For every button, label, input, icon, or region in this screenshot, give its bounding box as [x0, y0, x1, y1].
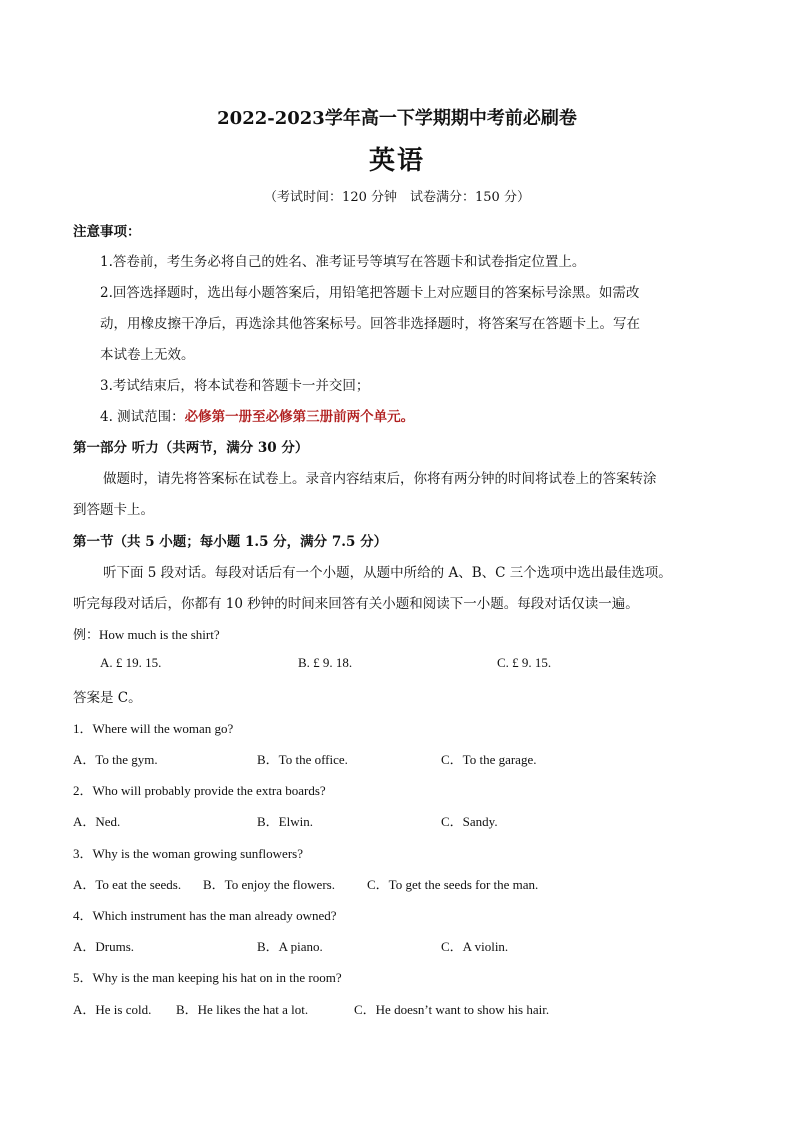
notice-item-2-line-2: 动，用橡皮擦干净后，再选涂其他答案标号。回答非选择题时，将答案写在答题卡上。写在 — [100, 316, 640, 332]
part-1-instruction-line-1: 做题时，请先将答案标在试卷上。录音内容结束后，你将有两分钟的时间将试卷上的答案转涂 — [103, 471, 657, 487]
question-1-option-c: C．To the garage. — [441, 752, 537, 767]
subject-title: 英语 — [368, 146, 425, 176]
question-5: 5．Why is the man keeping his hat on in the room? — [73, 970, 342, 985]
question-2-option-b: B．Elwin. — [257, 814, 313, 829]
question-3: 3．Why is the woman growing sunflowers? — [73, 846, 303, 861]
notice-heading: 注意事项： — [73, 224, 141, 240]
question-2: 2．Who will probably provide the extra boards? — [73, 783, 326, 798]
section-1-instruction-line-1: 听下面 5 段对话。每段对话后有一个小题，从题中所给的 A、B、C 三个选项中选出最佳选项。 — [103, 565, 672, 581]
question-4-option-a: A．Drums. — [73, 939, 135, 954]
section-1-instruction-line-2: 听完每段对话后，你都有 10 秒钟的时间来回答有关小题和阅读下一小题。每段对话仅读一遍。 — [73, 596, 639, 612]
question-4-option-b: B．A piano. — [257, 939, 323, 954]
test-range: 必修第一册至必修第三册前两个单元。 — [184, 409, 415, 425]
question-5-option-a: A．He is cold. — [73, 1002, 152, 1017]
question-2-option-a: A．Ned. — [73, 814, 121, 829]
question-4: 4．Which instrument has the man already owned? — [73, 908, 337, 923]
exam-title: 2022-2023学年高一下学期期中考前必刷卷 — [217, 108, 577, 129]
example-question: 例：How much is the shirt? — [73, 627, 220, 642]
question-2-option-c: C．Sandy. — [441, 814, 498, 829]
question-4-option-c: C．A violin. — [441, 939, 509, 954]
example-option-b: B. £ 9. 18. — [298, 655, 353, 670]
notice-item-3: 3.考试结束后，将本试卷和答题卡一并交回； — [100, 378, 370, 394]
notice-item-2-line-3: 本试卷上无效。 — [100, 347, 195, 363]
example-answer: 答案是 C。 — [73, 690, 142, 706]
part-1-instruction-line-2: 到答题卡上。 — [73, 502, 154, 518]
example-option-a: A. £ 19. 15. — [100, 655, 162, 670]
question-5-option-b: B．He likes the hat a lot. — [176, 1002, 309, 1017]
question-1: 1．Where will the woman go? — [73, 721, 234, 736]
question-5-option-c: C．He doesn’t want to show his hair. — [354, 1002, 550, 1017]
notice-item-4-prefix: 4. 测试范围： — [100, 409, 185, 425]
question-3-option-b: B．To enjoy the flowers. — [203, 877, 335, 892]
section-1-heading: 第一节（共 5 小题；每小题 1.5 分，满分 7.5 分） — [73, 534, 388, 550]
exam-meta: （考试时间：120 分钟 试卷满分：150 分） — [264, 190, 530, 205]
question-1-option-a: A．To the gym. — [73, 752, 158, 767]
question-3-option-a: A．To eat the seeds. — [73, 877, 182, 892]
question-3-option-c: C．To get the seeds for the man. — [367, 877, 539, 892]
notice-item-2-line-1: 2.回答选择题时，选出每小题答案后，用铅笔把答题卡上对应题目的答案标号涂黑。如需改 — [100, 285, 640, 301]
example-option-c: C. £ 9. 15. — [497, 655, 552, 670]
notice-item-4 — [100, 405, 414, 425]
part-1-heading: 第一部分 听力（共两节，满分 30 分） — [73, 440, 309, 456]
question-1-option-b: B．To the office. — [257, 752, 348, 767]
notice-item-1: 1.答卷前，考生务必将自己的姓名、准考证号等填写在答题卡和试卷指定位置上。 — [100, 254, 586, 270]
